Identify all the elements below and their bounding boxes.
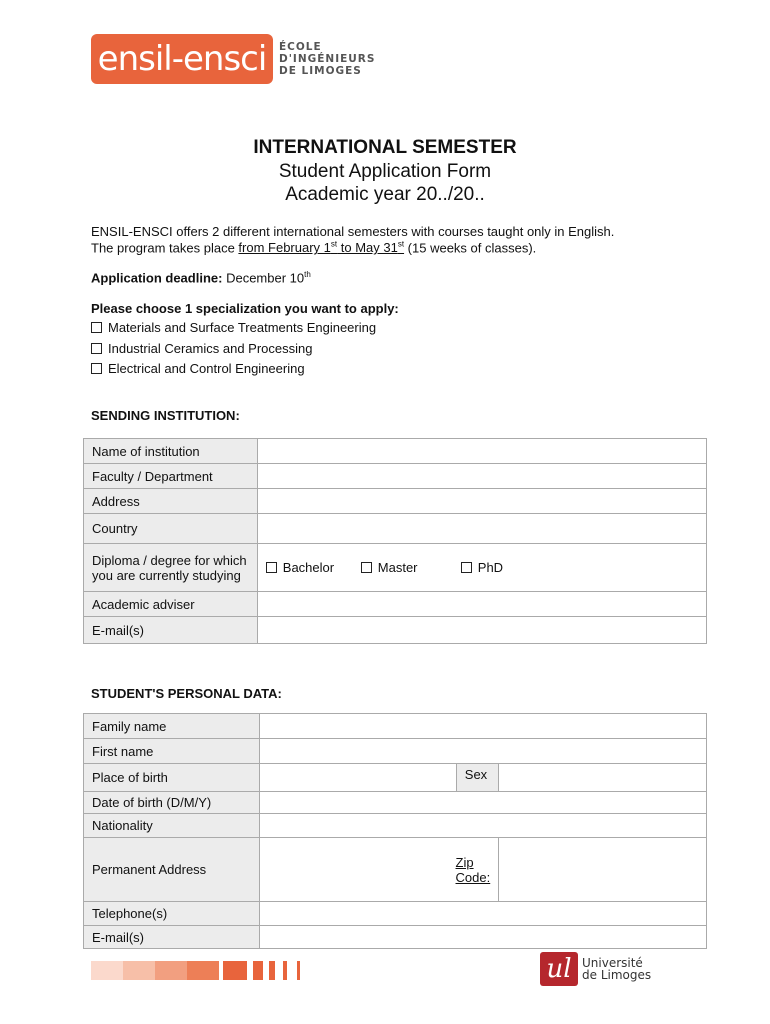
strip-segment — [91, 961, 123, 980]
strip-segment — [155, 961, 187, 980]
field-label: E-mail(s) — [84, 617, 258, 644]
checkbox[interactable] — [266, 562, 277, 573]
field-label: Family name — [84, 714, 260, 739]
checkbox[interactable] — [361, 562, 372, 573]
option-label: Industrial Ceramics and Processing — [108, 341, 313, 356]
sex-field[interactable] — [499, 764, 707, 792]
ul-logo-mark: ul — [540, 952, 578, 986]
application-deadline — [91, 270, 311, 285]
country-field[interactable] — [257, 514, 706, 544]
field-label: Country — [84, 514, 258, 544]
ordinal: st — [397, 240, 405, 249]
universite-de-limoges-logo — [540, 952, 651, 986]
ul-line: de Limoges — [582, 968, 652, 982]
strip-segment — [187, 961, 219, 980]
option-label: Electrical and Control Engineering — [108, 361, 305, 376]
intro-text: The program takes place — [91, 240, 239, 256]
ul-logo-text — [582, 957, 651, 981]
sex-label: Sex — [456, 764, 498, 792]
intro-line-2 — [91, 240, 536, 255]
logo-brand: ensil-ensci — [91, 34, 273, 84]
ordinal: th — [304, 270, 311, 279]
specialization-option[interactable] — [91, 341, 312, 356]
option-label: Bachelor — [282, 560, 335, 575]
diploma-options — [257, 544, 706, 592]
strip-segment — [253, 961, 263, 980]
field-label: E-mail(s) — [84, 926, 260, 949]
ensil-ensci-logo — [91, 34, 375, 84]
personal-data-table — [83, 713, 707, 949]
sending-institution-table — [83, 438, 707, 644]
deadline-value: December 10 — [222, 270, 305, 286]
start-date: from February 1 — [238, 240, 331, 256]
footer-decorative-strip — [91, 961, 300, 980]
logo-school-line: DE LIMOGES — [279, 65, 362, 77]
date-of-birth-field[interactable] — [259, 792, 706, 814]
field-label: Faculty / Department — [84, 464, 258, 489]
logo-school-line: ÉCOLE — [279, 41, 322, 53]
ul-line: Université — [582, 956, 643, 970]
sending-institution-heading: SENDING INSTITUTION: — [91, 408, 240, 423]
specialization-option[interactable] — [91, 320, 376, 335]
logo-school-line: D'INGÉNIEURS — [279, 53, 376, 65]
family-name-field[interactable] — [259, 714, 706, 739]
first-name-field[interactable] — [259, 739, 706, 764]
deadline-label: Application deadline: — [91, 270, 223, 286]
permanent-address-field[interactable] — [259, 838, 499, 902]
telephone-field[interactable] — [259, 902, 706, 926]
academic-year: Academic year 20../20.. — [285, 184, 485, 205]
field-label: Diploma / degree for which you are currently studying — [84, 544, 258, 592]
diploma-phd[interactable] — [461, 560, 503, 575]
diploma-master[interactable] — [361, 560, 461, 575]
checkbox[interactable] — [91, 343, 102, 354]
institution-name-field[interactable] — [257, 439, 706, 464]
strip-segment — [297, 961, 300, 980]
strip-segment — [123, 961, 155, 980]
diploma-bachelor[interactable] — [266, 560, 361, 575]
specialization-option[interactable] — [91, 361, 305, 376]
personal-data-heading: STUDENT'S PERSONAL DATA: — [91, 686, 282, 701]
option-label: Master — [377, 560, 418, 575]
intro-line-1: ENSIL-ENSCI offers 2 different international semesters with courses taught only in English. — [91, 224, 615, 239]
adviser-field[interactable] — [257, 592, 706, 617]
field-label: Telephone(s) — [84, 902, 260, 926]
zip-code-label: Zip Code: — [455, 854, 491, 885]
personal-email-field[interactable] — [259, 926, 706, 949]
strip-segment — [283, 961, 287, 980]
field-label: Permanent Address — [84, 838, 260, 902]
strip-segment — [223, 961, 247, 980]
specialization-prompt: Please choose 1 specialization you want to apply: — [91, 301, 399, 316]
option-label: Materials and Surface Treatments Engineering — [108, 320, 377, 335]
program-dates — [238, 240, 404, 255]
checkbox[interactable] — [91, 363, 102, 374]
faculty-field[interactable] — [257, 464, 706, 489]
field-label: Date of birth (D/M/Y) — [84, 792, 260, 814]
field-label: Academic adviser — [84, 592, 258, 617]
ordinal: st — [330, 240, 338, 249]
field-label: Place of birth — [84, 764, 260, 792]
place-of-birth-field[interactable] — [259, 764, 456, 792]
option-label: PhD — [477, 560, 504, 575]
page-subtitle: Student Application Form — [278, 161, 492, 182]
field-label: Nationality — [84, 814, 260, 838]
page-title: INTERNATIONAL SEMESTER — [253, 137, 517, 158]
sending-email-field[interactable] — [257, 617, 706, 644]
zip-code-field[interactable] — [499, 838, 707, 902]
nationality-field[interactable] — [259, 814, 706, 838]
address-field[interactable] — [257, 489, 706, 514]
strip-segment — [269, 961, 275, 980]
field-label: First name — [84, 739, 260, 764]
logo-school-name — [279, 41, 375, 77]
intro-text: (15 weeks of classes). — [404, 240, 537, 256]
field-label: Address — [84, 489, 258, 514]
checkbox[interactable] — [461, 562, 472, 573]
checkbox[interactable] — [91, 322, 102, 333]
field-label: Name of institution — [84, 439, 258, 464]
end-date: to May 31 — [337, 240, 398, 256]
